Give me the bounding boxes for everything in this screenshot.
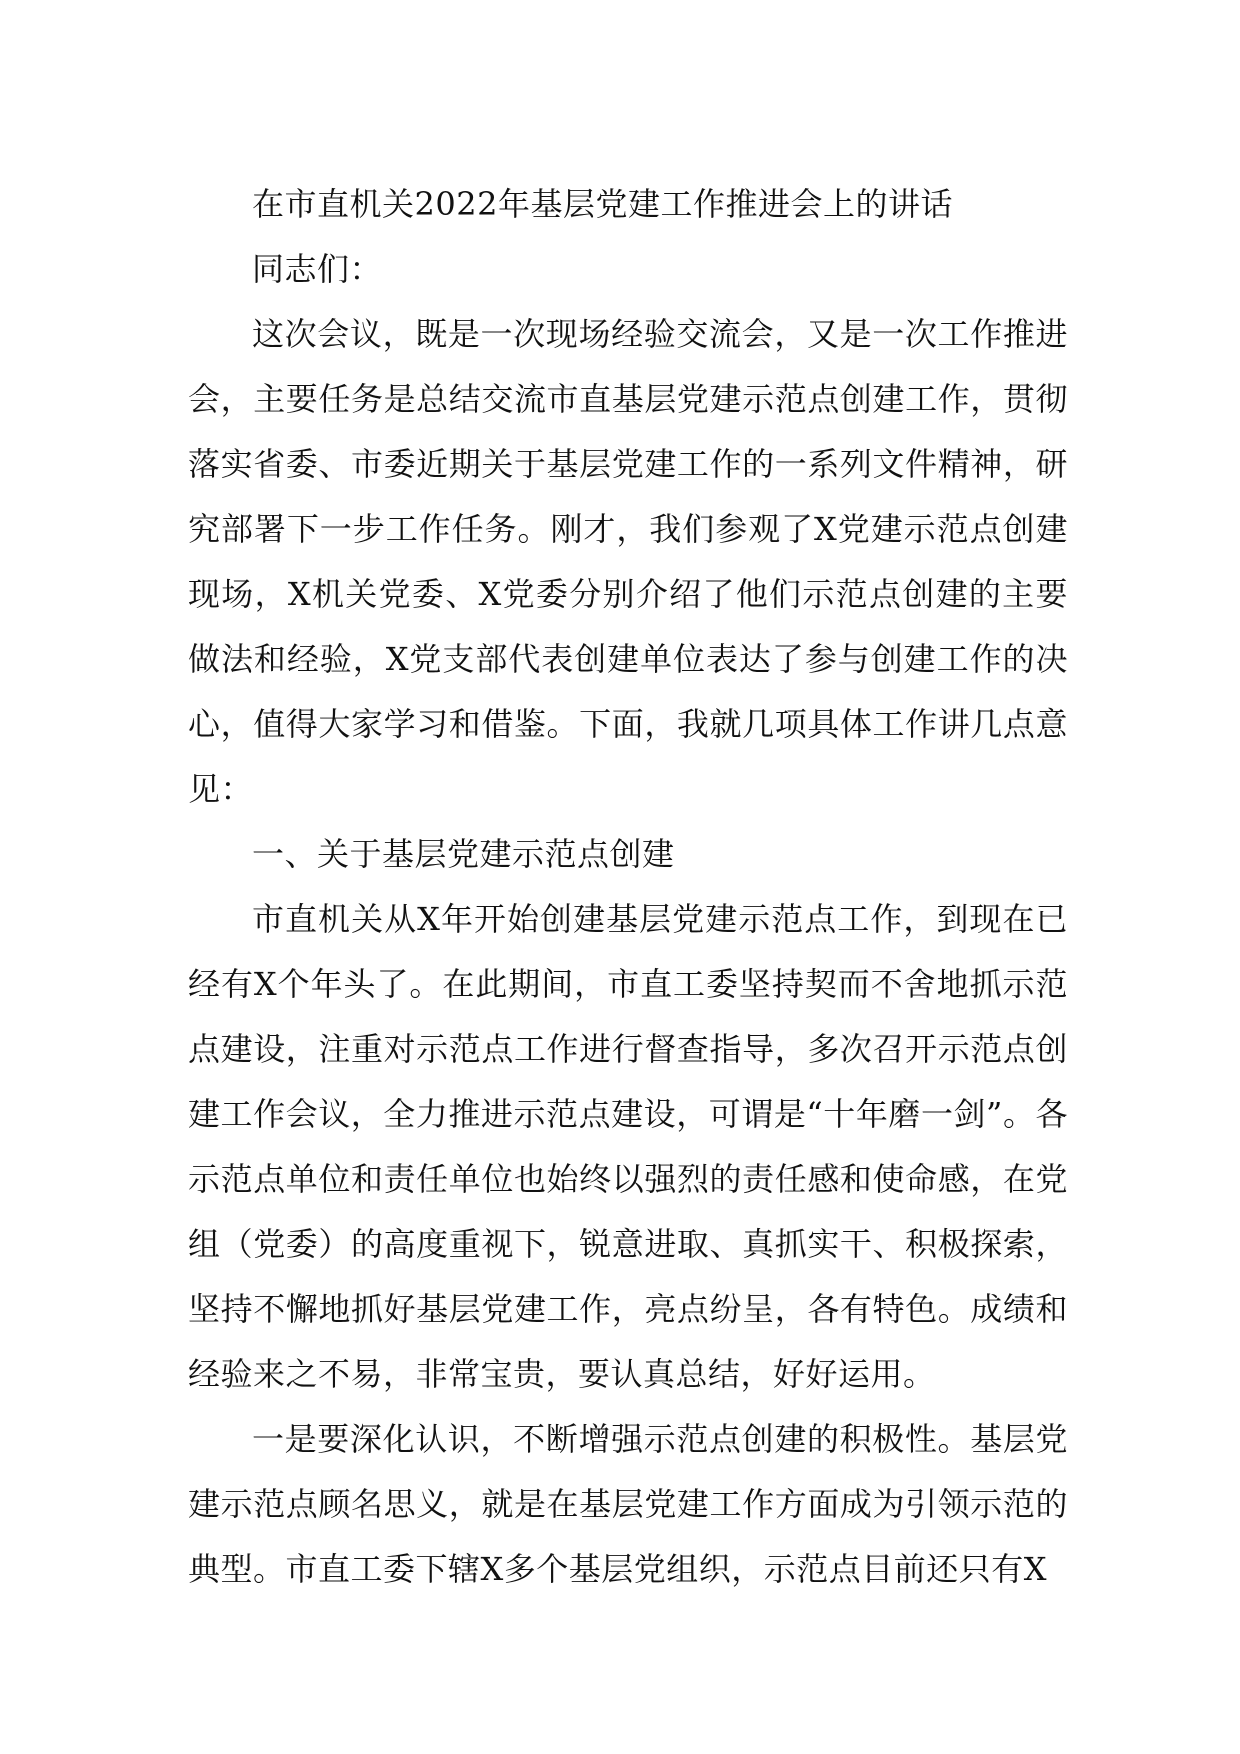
document-body bbox=[188, 172, 1068, 1602]
document-title: 在市直机关2022年基层党建工作推进会上的讲话 bbox=[252, 185, 953, 223]
paragraph-intro: 这次会议，既是一次现场经验交流会，又是一次工作推进会，主要任务是总结交流市直基层党建示范点创建工作，贯彻落实省委、市委近期关于基层党建工作的一系列文件精神，研究部署下一步工作任务。刚才，我们参观了X党建示范点创建现场，X机关党委、X党委分别介绍了他们示范点创建的主要做法和经验，X党支部代表创建单位表达了参与创建工作的决心，值得大家学习和借鉴。下面，我就几项具体工作讲几点意见： bbox=[188, 315, 1068, 808]
paragraph-point-one: 一是要深化认识，不断增强示范点创建的积极性。基层党建示范点顾名思义，就是在基层党建工作方面成为引领示范的典型。市直工委下辖X多个基层党组织，示范点目前还只有X bbox=[188, 1420, 1068, 1588]
salutation: 同志们： bbox=[252, 250, 383, 288]
section-heading: 一、关于基层党建示范点创建 bbox=[252, 835, 675, 873]
paragraph-achievements: 市直机关从X年开始创建基层党建示范点工作，到现在已经有X个年头了。在此期间，市直工委坚持契而不舍地抓示范点建设，注重对示范点工作进行督查指导，多次召开示范点创建工作会议，全力推进示范点建设，可谓是“十年磨一剑”。各示范点单位和责任单位也始终以强烈的责任感和使命感，在党组（党委）的高度重视下，锐意进取、真抓实干、积极探索，坚持不懈地抓好基层党建工作，亮点纷呈，各有特色。成绩和经验来之不易，非常宝贵，要认真总结，好好运用。 bbox=[188, 900, 1068, 1393]
